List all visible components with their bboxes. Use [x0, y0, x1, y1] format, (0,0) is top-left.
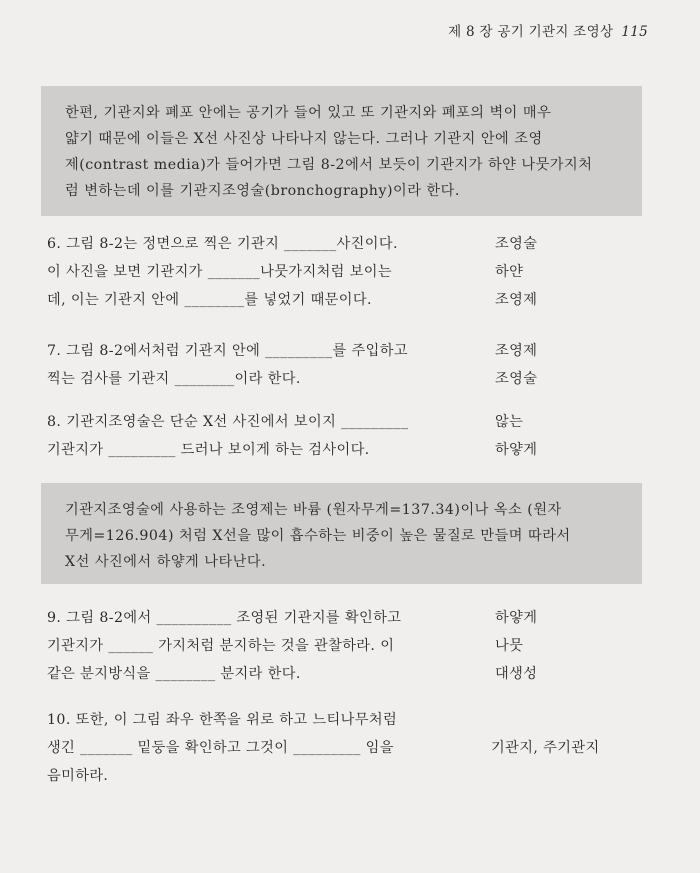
- box-line: 기관지조영술에 사용하는 조영제는 바륨 (원자무게=137.34)이나 옥소 (원자: [65, 502, 562, 518]
- question-text: 생긴 _______ 밑둥을 확인하고 그것이 _________ 임을: [47, 740, 394, 756]
- question-text: 10. 또한, 이 그림 좌우 한쪽을 위로 하고 느티나무처럼: [47, 712, 398, 728]
- question-text: 기관지가 ______ 가지처럼 분지하는 것을 관찰하라. 이: [47, 638, 395, 654]
- question-text: 같은 분지방식을 ________ 분지라 한다.: [47, 666, 301, 682]
- info-box-bronchography: [41, 86, 642, 216]
- question-text: 6. 그림 8-2는 정면으로 찍은 기관지 _______사진이다.: [47, 236, 398, 252]
- question-10: [47, 706, 647, 790]
- box-line: 럼 변하는데 이를 기관지조영술(bronchography)이라 한다.: [65, 183, 460, 199]
- chapter-title: 제 8 장 공기 기관지 조영상: [448, 24, 614, 40]
- question-text: 8. 기관지조영술은 단순 X선 사진에서 보이지 _________: [47, 414, 409, 430]
- question-8: [47, 408, 647, 464]
- question-6: [47, 230, 647, 314]
- answer-text: 하얗게: [495, 442, 538, 458]
- question-text: 기관지가 _________ 드러나 보이게 하는 검사이다.: [47, 442, 370, 458]
- question-9: [47, 604, 647, 688]
- box-line: 얇기 때문에 이들은 X선 사진상 나타나지 않는다. 그러나 기관지 안에 조영: [65, 131, 543, 147]
- answer-text: 대생성: [495, 666, 538, 682]
- running-header: [448, 20, 648, 40]
- answer-text: 조영제: [495, 343, 538, 359]
- answer-text: 하얗게: [495, 610, 538, 626]
- answer-text: 기관지, 주기관지: [491, 740, 600, 756]
- question-text: 데, 이는 기관지 안에 ________를 넣었기 때문이다.: [47, 292, 372, 308]
- box-line: 무게=126.904) 처럼 X선을 많이 흡수하는 비중이 높은 물질로 만들며 따라서: [65, 528, 571, 544]
- question-text: 이 사진을 보면 기관지가 _______나뭇가지처럼 보이는: [47, 264, 393, 280]
- question-text: 7. 그림 8-2에서처럼 기관지 안에 _________를 주입하고: [47, 343, 408, 359]
- page-number: 115: [621, 24, 648, 40]
- info-box-contrast-media: [41, 483, 642, 584]
- answer-text: 않는: [495, 414, 524, 430]
- answer-text: 하얀: [495, 264, 524, 280]
- question-text: 음미하라.: [47, 768, 109, 784]
- answer-text: 조영제: [495, 292, 538, 308]
- answer-text: 조영술: [495, 371, 538, 387]
- answer-text: 조영술: [495, 236, 538, 252]
- question-text: 찍는 검사를 기관지 ________이라 한다.: [47, 371, 301, 387]
- box-line: 한편, 기관지와 폐포 안에는 공기가 들어 있고 또 기관지와 폐포의 벽이 매우: [65, 105, 552, 121]
- box-line: X선 사진에서 하얗게 나타난다.: [65, 554, 267, 570]
- question-text: 9. 그림 8-2에서 __________ 조영된 기관지를 확인하고: [47, 610, 402, 626]
- box-line: 제(contrast media)가 들어가면 그림 8-2에서 보듯이 기관지가 하얀 나뭇가지처: [65, 157, 593, 173]
- question-7: [47, 337, 647, 393]
- answer-text: 나뭇: [495, 638, 524, 654]
